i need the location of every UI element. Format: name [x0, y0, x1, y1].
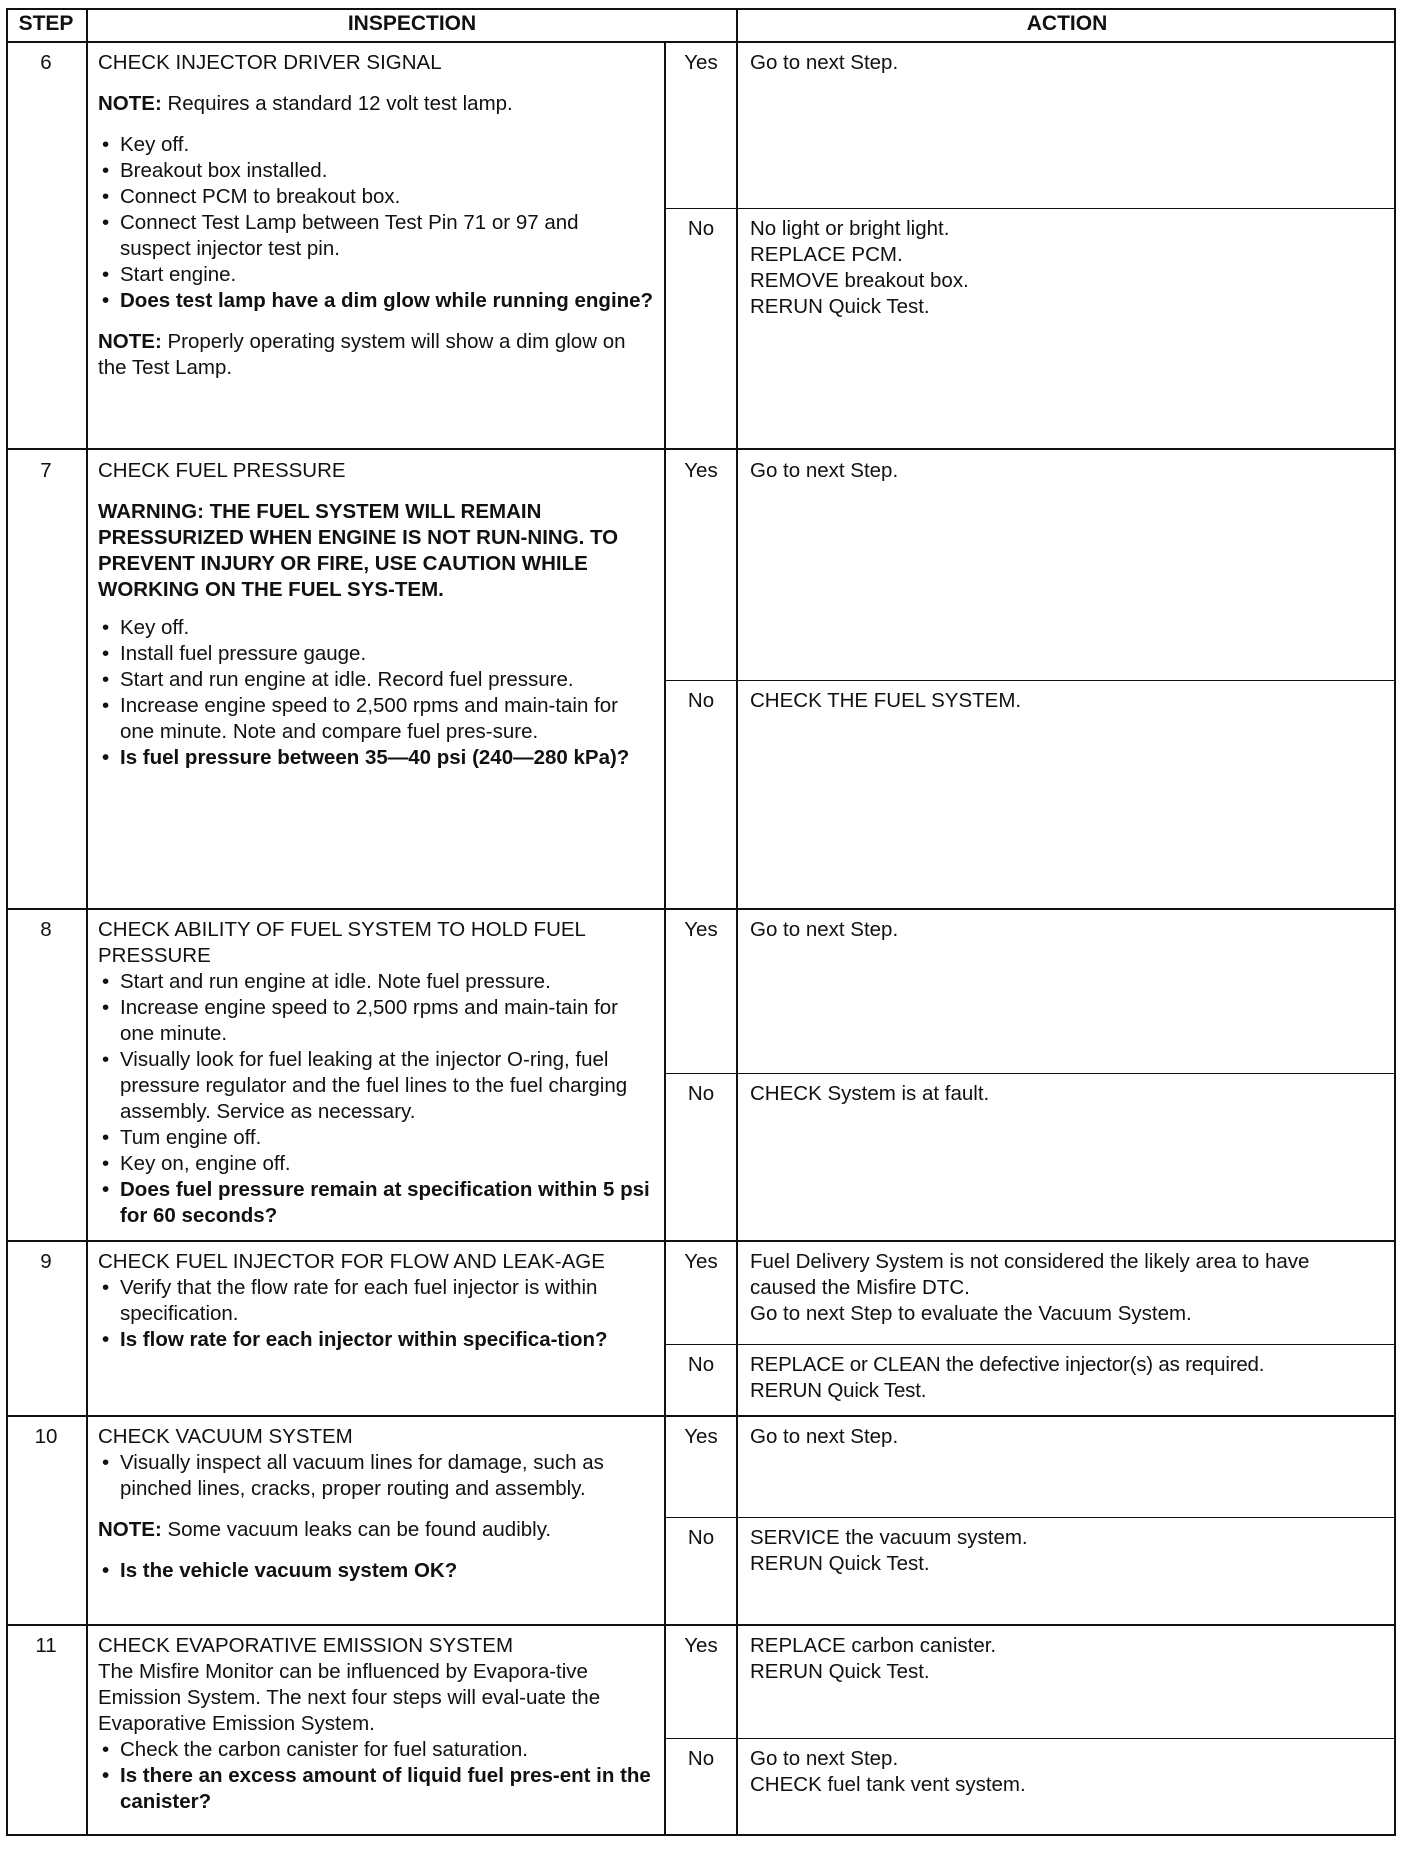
- yes-action: [750, 1424, 1380, 1450]
- step-number: 7: [40, 459, 52, 482]
- step-title: CHECK VACUUM SYSTEM: [98, 1425, 353, 1448]
- list-item: • Key off.: [98, 615, 654, 641]
- step-number: 6: [40, 51, 52, 74]
- row-divider: [6, 448, 1396, 450]
- list-item: • Start engine.: [98, 262, 654, 288]
- action-line: Go to next Step.: [750, 51, 899, 74]
- list-item: • Tum engine off.: [98, 1125, 654, 1151]
- step-number: 10: [34, 1425, 58, 1448]
- list-item: • Visually inspect all vacuum lines for damage, such as pinched lines, cracks, proper routing and assembly.: [98, 1450, 654, 1502]
- header-action: ACTION: [1026, 12, 1108, 35]
- no-action: [750, 1746, 1380, 1798]
- yes-label: Yes: [684, 1425, 718, 1448]
- step-intro: The Misfire Monitor can be influenced by Evapora-tive Emission System. The next four steps will eval-uate the Evaporative Emission System.: [98, 1660, 601, 1735]
- bullet-list: [98, 132, 654, 314]
- action-line: Fuel Delivery System is not considered the likely area to have caused the Misfire DTC.: [750, 1250, 1310, 1299]
- no-label: No: [687, 1082, 715, 1105]
- bullet-list: [98, 1558, 654, 1584]
- no-action: [750, 1081, 1380, 1107]
- yes-no-divider: [664, 680, 1396, 681]
- no-label: No: [687, 1353, 715, 1376]
- action-line: No light or bright light.: [750, 217, 950, 240]
- action-line: Go to next Step.: [750, 918, 899, 941]
- action-line: REPLACE or CLEAN the defective injector(s) as required.: [750, 1353, 1265, 1376]
- yes-action: [750, 917, 1380, 943]
- step-number: 11: [35, 1634, 57, 1657]
- note: NOTE: Requires a standard 12 volt test lamp.: [98, 92, 513, 115]
- yes-no-divider: [664, 1738, 1396, 1739]
- bullet-list: [98, 615, 654, 771]
- list-item: • Install fuel pressure gauge.: [98, 641, 654, 667]
- list-item: • Verify that the flow rate for each fuel injector is within specification.: [98, 1275, 654, 1327]
- header-step: STEP: [18, 12, 74, 35]
- action-line: CHECK THE FUEL SYSTEM.: [750, 689, 1022, 712]
- inspection-cell: [98, 50, 654, 381]
- action-line: Go to next Step to evaluate the Vacuum System.: [750, 1302, 1192, 1325]
- bullet-list: [98, 1275, 654, 1353]
- action-line: CHECK fuel tank vent system.: [750, 1773, 1026, 1796]
- action-line: RERUN Quick Test.: [750, 1379, 927, 1402]
- action-line: RERUN Quick Test.: [750, 1552, 930, 1575]
- step-title: CHECK ABILITY OF FUEL SYSTEM TO HOLD FUEL PRESSURE: [98, 918, 586, 967]
- action-line: CHECK System is at fault.: [750, 1082, 990, 1105]
- no-label: No: [687, 1526, 715, 1549]
- action-line: REPLACE carbon canister.: [750, 1634, 997, 1657]
- inspection-cell: [98, 458, 654, 771]
- step-title: CHECK FUEL PRESSURE: [98, 459, 346, 482]
- question: • Is fuel pressure between 35—40 psi (240—280 kPa)?: [98, 745, 654, 771]
- list-item: • Increase engine speed to 2,500 rpms and main-tain for one minute. Note and compare fuel pres-sure.: [98, 693, 654, 745]
- list-item: • Start and run engine at idle. Note fuel pressure.: [98, 969, 654, 995]
- list-item: • Key off.: [98, 132, 654, 158]
- list-item: • Connect Test Lamp between Test Pin 71 or 97 and suspect injector test pin.: [98, 210, 654, 262]
- bullet-list: [98, 969, 654, 1229]
- no-label: No: [687, 689, 715, 712]
- action-line: Go to next Step.: [750, 1747, 899, 1770]
- yes-action: [750, 1633, 1380, 1685]
- step-number: 9: [40, 1250, 52, 1273]
- step-number: 8: [40, 918, 52, 941]
- header-divider: [6, 41, 1396, 43]
- no-action: [750, 1352, 1390, 1404]
- yes-label: Yes: [684, 918, 718, 941]
- list-item: • Start and run engine at idle. Record fuel pressure.: [98, 667, 654, 693]
- header-inspection: INSPECTION: [347, 12, 477, 35]
- note: NOTE: Some vacuum leaks can be found audibly.: [98, 1518, 552, 1541]
- no-action: [750, 1525, 1380, 1577]
- action-line: RERUN Quick Test.: [750, 1660, 930, 1683]
- question: • Does test lamp have a dim glow while running engine?: [98, 288, 654, 314]
- no-action: [750, 216, 1380, 320]
- inspection-cell: [98, 1249, 654, 1353]
- inspection-cell: [98, 917, 654, 1229]
- question: • Is the vehicle vacuum system OK?: [98, 1558, 654, 1584]
- bullet-list: [98, 1450, 654, 1502]
- action-line: Go to next Step.: [750, 1425, 899, 1448]
- no-action: [750, 688, 1380, 714]
- action-line: RERUN Quick Test.: [750, 295, 930, 318]
- action-line: REPLACE PCM.: [750, 243, 903, 266]
- inspection-cell: [98, 1633, 654, 1815]
- yes-label: Yes: [684, 459, 718, 482]
- yes-label: Yes: [684, 51, 718, 74]
- question: • Does fuel pressure remain at specification within 5 psi for 60 seconds?: [98, 1177, 654, 1229]
- no-label: No: [687, 1747, 715, 1770]
- yes-no-divider: [664, 208, 1396, 209]
- column-divider: [86, 8, 88, 1836]
- list-item: • Increase engine speed to 2,500 rpms and main-tain for one minute.: [98, 995, 654, 1047]
- row-divider: [6, 1415, 1396, 1417]
- action-line: REMOVE breakout box.: [750, 269, 969, 292]
- no-label: No: [687, 217, 715, 240]
- yes-no-divider: [664, 1073, 1396, 1074]
- yes-action: [750, 1249, 1380, 1327]
- warning-text: WARNING: THE FUEL SYSTEM WILL REMAIN PRESSURIZED WHEN ENGINE IS NOT RUN-NING. TO PREVENT INJURY OR FIRE, USE CAUTION WHILE WORKING ON THE FUEL SYS-TEM.: [98, 500, 619, 601]
- list-item: • Visually look for fuel leaking at the injector O-ring, fuel pressure regulator and the fuel lines to the fuel charging assembly. Service as necessary.: [98, 1047, 654, 1125]
- row-divider: [6, 908, 1396, 910]
- yes-label: Yes: [684, 1250, 718, 1273]
- list-item: • Breakout box installed.: [98, 158, 654, 184]
- yes-label: Yes: [684, 1634, 718, 1657]
- column-divider: [736, 8, 738, 1836]
- yes-action: [750, 50, 1380, 76]
- list-item: • Connect PCM to breakout box.: [98, 184, 654, 210]
- yes-no-divider: [664, 1517, 1396, 1518]
- step-title: CHECK EVAPORATIVE EMISSION SYSTEM: [98, 1634, 514, 1657]
- step-title: CHECK FUEL INJECTOR FOR FLOW AND LEAK-AGE: [98, 1250, 605, 1273]
- action-line: SERVICE the vacuum system.: [750, 1526, 1028, 1549]
- bullet-list: [98, 1737, 654, 1815]
- list-item: • Check the carbon canister for fuel saturation.: [98, 1737, 654, 1763]
- question: • Is there an excess amount of liquid fuel pres-ent in the canister?: [98, 1763, 654, 1815]
- inspection-cell: [98, 1424, 654, 1584]
- note: NOTE: Properly operating system will show a dim glow on the Test Lamp.: [98, 330, 626, 379]
- list-item: • Key on, engine off.: [98, 1151, 654, 1177]
- row-divider: [6, 1240, 1396, 1242]
- yes-no-divider: [664, 1344, 1396, 1345]
- diagnostic-table: [6, 8, 1396, 1836]
- yes-action: [750, 458, 1380, 484]
- question: • Is flow rate for each injector within specifica-tion?: [98, 1327, 654, 1353]
- row-divider: [6, 1624, 1396, 1626]
- action-line: Go to next Step.: [750, 459, 899, 482]
- step-title: CHECK INJECTOR DRIVER SIGNAL: [98, 51, 442, 74]
